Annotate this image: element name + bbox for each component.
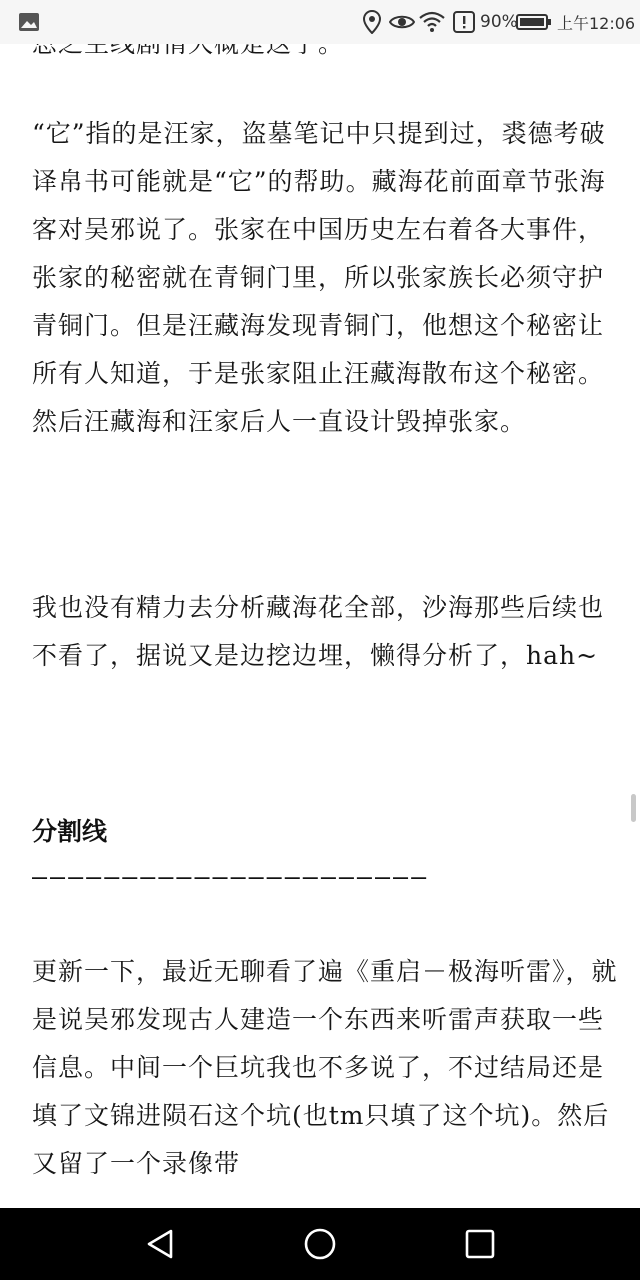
alert-icon — [453, 8, 475, 36]
location-icon — [362, 8, 382, 36]
battery-percent: 90% — [480, 12, 518, 32]
clock: 上午12:06 — [557, 13, 636, 33]
navigation-bar — [0, 1208, 640, 1280]
home-icon[interactable] — [300, 1224, 340, 1264]
divider-heading: 分割线 — [32, 817, 108, 846]
status-bar — [0, 0, 640, 44]
divider-line: —————————————————————— — [32, 862, 430, 891]
image-icon — [18, 8, 40, 36]
wifi-icon — [419, 8, 445, 36]
back-icon[interactable] — [140, 1224, 180, 1264]
battery-icon — [516, 8, 552, 36]
paragraph-3: 更新一下，最近无聊看了遍《重启－极海听雷》，就是说吴邪发现古人建造一个东西来听雷声获取一些信息。中间一个巨坑我也不多说了，不过结局还是填了文锦进陨石这个坑(也tm只填了这个坑)。然后又留了一个录像带 — [32, 957, 618, 1178]
scrollbar-thumb[interactable] — [631, 794, 636, 822]
paragraph-2: 我也没有精力去分析藏海花全部，沙海那些后续也不看了，据说又是边挖边埋，懒得分析了，hah~ — [32, 593, 605, 670]
recents-icon[interactable] — [460, 1224, 500, 1264]
paragraph-1: “它”指的是汪家，盗墓笔记中只提到过，裘德考破译帛书可能就是“它”的帮助。藏海花前面章节张海客对吴邪说了。张家在中国历史左右着各大事件，张家的秘密就在青铜门里，所以张家族长必须守护青铜门。但是汪藏海发现青铜门，他想这个秘密让所有人知道，于是张家阻止汪藏海散布这个秘密。然后汪藏海和汪家后人一直设计毁掉张家。 — [32, 119, 606, 436]
eye-icon — [389, 8, 415, 36]
